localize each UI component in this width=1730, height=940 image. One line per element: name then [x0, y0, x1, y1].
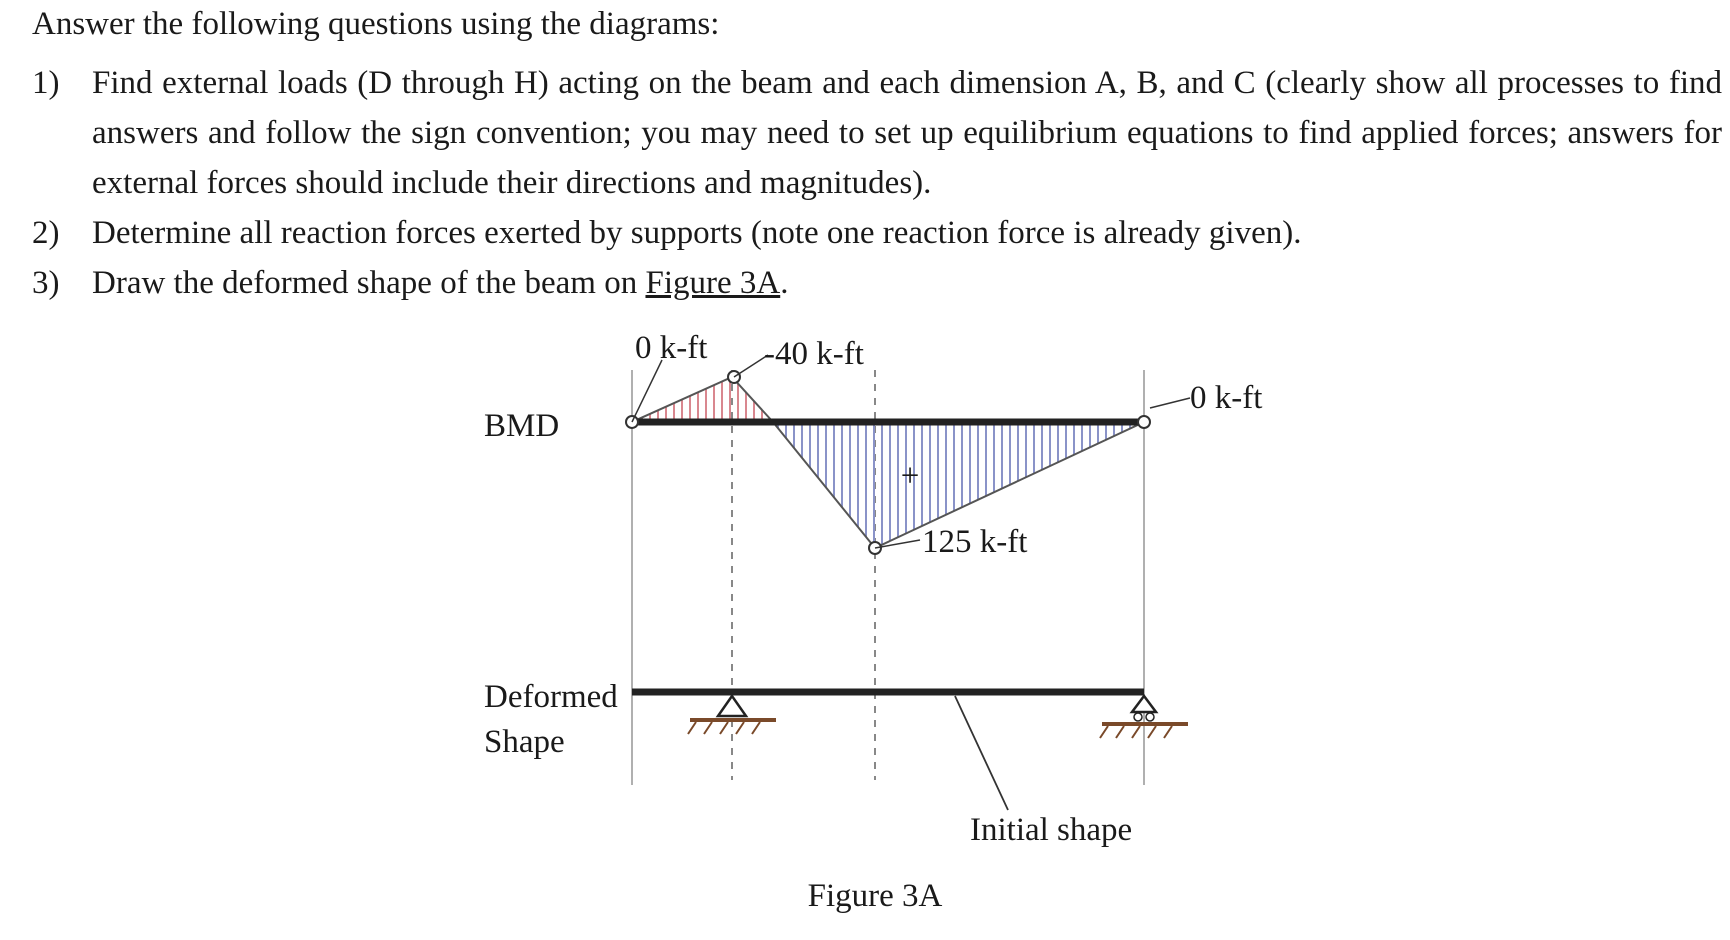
question-2-text: Determine all reaction forces exerted by supports (note one reaction force is already given).	[92, 215, 1302, 251]
figure-caption: Figure 3A	[807, 878, 943, 914]
label-left-end-moment: 0 k-ft	[635, 330, 708, 366]
label-right-end-moment: 0 k-ft	[1190, 380, 1263, 416]
label-positive-peak-moment: 125 k-ft	[922, 524, 1028, 560]
question-3-number: 3)	[32, 265, 60, 301]
initial-shape-leader	[955, 696, 1008, 810]
label-negative-peak-moment: -40 k-ft	[764, 336, 864, 372]
pin-support	[688, 696, 776, 734]
bmd-label: BMD	[484, 408, 560, 444]
question-3-text-after: .	[780, 265, 789, 301]
bmd-node-right	[1138, 416, 1150, 428]
question-1-number: 1)	[32, 65, 60, 101]
question-3-text-before: Draw the deformed shape of the beam on	[92, 265, 646, 301]
leader-negative-peak	[734, 355, 768, 377]
question-1-text: Find external loads (D through H) acting on the beam and each dimension A, B, and C (clearly show all processes to find answers and follow the sign convention; you may need to set up equilibrium equations to find applied forces; answers for external forces should include their directions and magnitudes).	[92, 65, 1722, 201]
question-2-number: 2)	[32, 215, 60, 251]
deformed-label-line2: Shape	[484, 724, 565, 760]
deformed-label-line1: Deformed	[484, 679, 618, 715]
initial-shape-label: Initial shape	[970, 812, 1133, 848]
leader-right-end	[1150, 398, 1190, 408]
instructions-heading: Answer the following questions using the diagrams:	[32, 6, 720, 42]
plus-sign: +	[900, 458, 920, 494]
figure-3a-reference: Figure 3A	[645, 265, 781, 301]
